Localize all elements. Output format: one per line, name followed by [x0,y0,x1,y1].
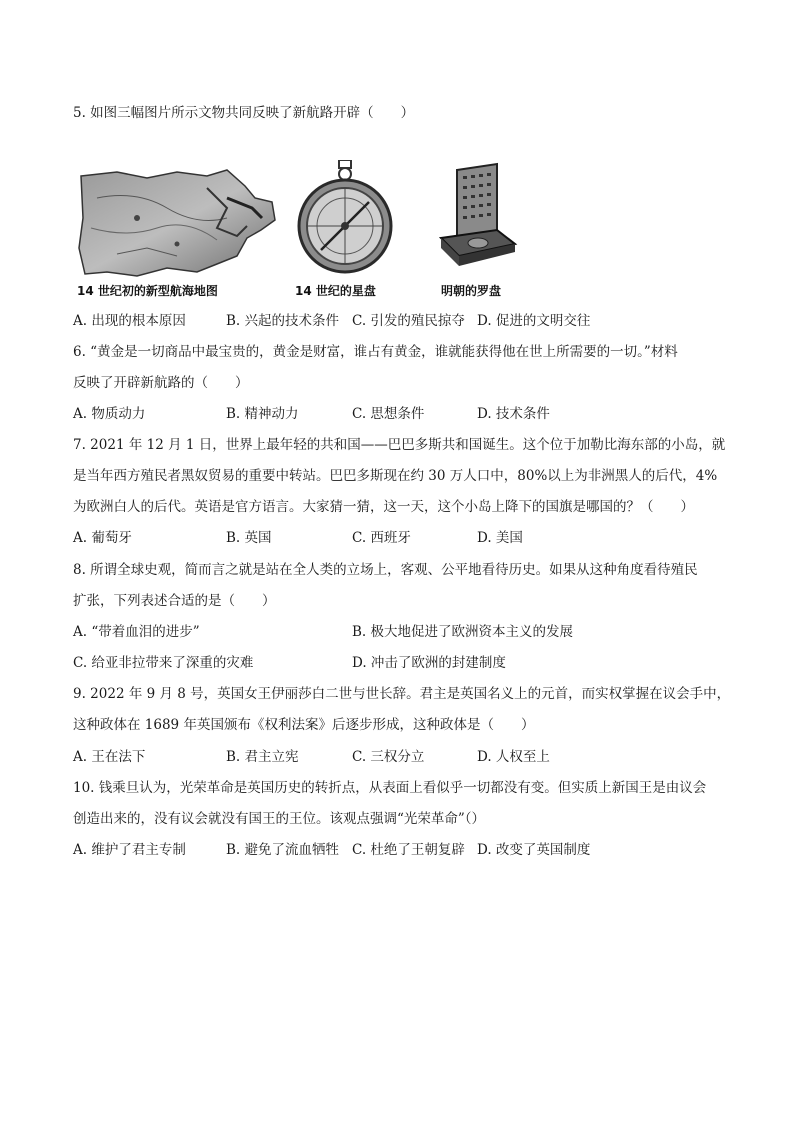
q10-stem-line2: 创造出来的，没有议会就没有国王的王位。该观点强调“光荣革命”（） [73,811,486,827]
q9-stem-line1: 9. 2022 年 9 月 8 号，英国女王伊丽莎白二世与世长辞。君主是英国名义上的元首，而实权掌握在议会手中， [73,686,731,702]
q5-figures [73,160,553,305]
q10-option-c[interactable]: C. 杜绝了王朝复辟 [352,842,465,858]
compass-box-icon [433,160,523,282]
q10-stem-line1: 10. 钱乘旦认为，光荣革命是英国历史的转折点，从表面上看似乎一切都没有变。但实质上新国王是由议会 [73,780,707,796]
map-fragment-icon [77,168,277,284]
q7-option-c[interactable]: C. 西班牙 [352,530,411,546]
q5-option-b[interactable]: B. 兴起的技术条件 [226,313,340,329]
q8-option-b[interactable]: B. 极大地促进了欧洲资本主义的发展 [352,624,574,640]
q7-stem-line1: 7. 2021 年 12 月 1 日，世界上最年轻的共和国——巴巴多斯共和国诞生。这个位于加勒比海东部的小岛，就 [73,437,726,453]
q9-option-a[interactable]: A. 王在法下 [73,749,146,765]
q5-option-c[interactable]: C. 引发的殖民掠夺 [352,313,465,329]
q7-option-d[interactable]: D. 美国 [477,530,523,546]
q5-option-a[interactable]: A. 出现的根本原因 [73,313,186,329]
q8-stem-line2: 扩张，下列表述合适的是（ ） [73,593,276,609]
q9-stem-line2: 这种政体在 1689 年英国颁布《权利法案》后逐步形成，这种政体是（ ） [73,717,535,733]
astrolabe-icon [295,160,395,282]
q5-option-d[interactable]: D. 促进的文明交往 [477,313,591,329]
compass-caption: 明朝的罗盘 [441,284,502,298]
q9-option-c[interactable]: C. 三权分立 [352,749,425,765]
q8-option-d[interactable]: D. 冲击了欧洲的封建制度 [352,655,506,671]
map-caption: 14 世纪初的新型航海地图 [77,284,218,298]
q6-stem-line1: 6. “黄金是一切商品中最宝贵的，黄金是财富，谁占有黄金，谁就能获得他在世上所需要的一切。”材料 [73,344,678,360]
q7-option-b[interactable]: B. 英国 [226,530,272,546]
q10-option-b[interactable]: B. 避免了流血牺牲 [226,842,340,858]
q6-option-c[interactable]: C. 思想条件 [352,406,425,422]
q9-option-d[interactable]: D. 人权至上 [477,749,550,765]
q6-option-b[interactable]: B. 精神动力 [226,406,299,422]
q6-stem-line2: 反映了开辟新航路的（ ） [73,375,249,391]
q8-option-c[interactable]: C. 给亚非拉带来了深重的灾难 [73,655,254,671]
q10-option-a[interactable]: A. 维护了君主专制 [73,842,186,858]
astrolabe-caption: 14 世纪的星盘 [295,284,376,298]
q6-option-a[interactable]: A. 物质动力 [73,406,146,422]
q7-stem-line2: 是当年西方殖民者黑奴贸易的重要中转站。巴巴多斯现在约 30 万人口中，80%以上为非洲黑人的后代，4% [73,468,718,484]
q5-stem: 5. 如图三幅图片所示文物共同反映了新航路开辟（ ） [73,105,415,121]
q9-option-b[interactable]: B. 君主立宪 [226,749,299,765]
q10-option-d[interactable]: D. 改变了英国制度 [477,842,591,858]
q6-option-d[interactable]: D. 技术条件 [477,406,550,422]
q8-option-a[interactable]: A. “带着血泪的进步” [73,624,200,640]
q7-option-a[interactable]: A. 葡萄牙 [73,530,132,546]
q8-stem-line1: 8. 所谓全球史观，简而言之就是站在全人类的立场上，客观、公平地看待历史。如果从这种角度看待殖民 [73,562,698,578]
q7-stem-line3: 为欧洲白人的后代。英语是官方语言。大家猜一猜，这一天，这个小岛上降下的国旗是哪国的？（ ） [73,499,694,515]
